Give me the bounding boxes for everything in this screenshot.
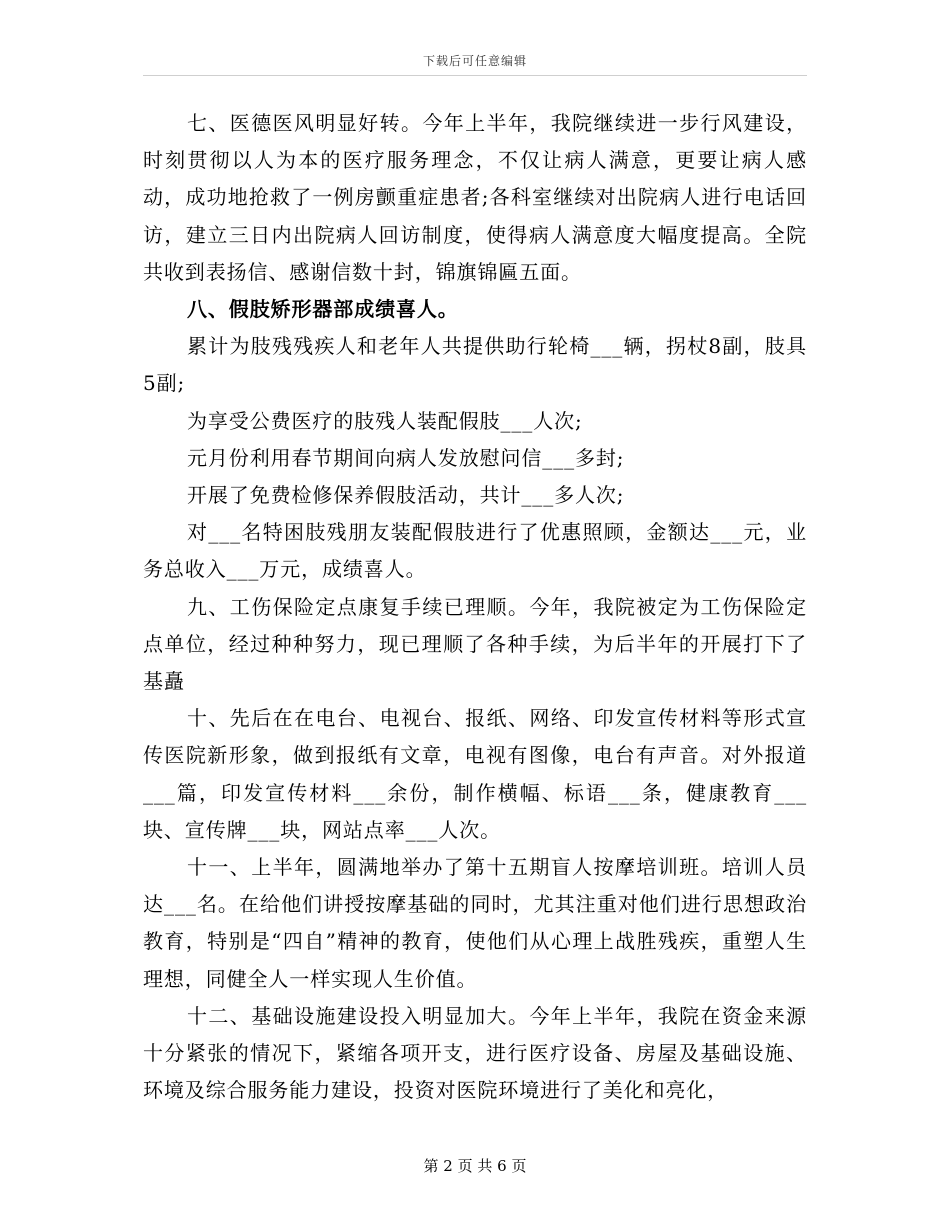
paragraph-publicity: 十、先后在在电台、电视台、报纸、网络、印发宣传材料等形式宣传医院新形象，做到报纸有文章，电视有图像，电台有声音。对外报道___篇，印发宣传材料___余份，制作横幅、标语___条，健康教育___块、宣传牌___块，网站点率___人次。 — [143, 706, 807, 842]
paragraph-wheelchairs: 累计为肢残残疾人和老年人共提供助行轮椅___辆，拐杖8副，肢具5副; — [143, 334, 807, 396]
document-body — [143, 105, 807, 1109]
paragraph-medical-ethics: 七、医德医风明显好转。今年上半年，我院继续进一步行风建设，时刻贯彻以人为本的医疗服务理念，不仅让病人满意，更要让病人感动，成功地抢救了一例房颤重症患者;各科室继续对出院病人进行电话回访，建立三日内出院病人回访制度，使得病人满意度大幅度提高。全院共收到表扬信、感谢信数十封，锦旗锦匾五面。 — [143, 111, 807, 284]
section-heading-prosthetics: 八、假肢矫形器部成绩喜人。 — [187, 297, 459, 322]
paragraph-preferential-care: 对___名特困肢残朋友装配假肢进行了优惠照顾，金额达___元，业务总收入___万元，成绩喜人。 — [143, 520, 807, 582]
paragraph-work-injury-insurance: 九、工伤保险定点康复手续已理顺。今年，我院被定为工伤保险定点单位，经过种种努力，现已理顺了各种手续，为后半年的开展打下了基矗 — [143, 594, 807, 694]
header-divider — [143, 75, 807, 76]
paragraph-prosthetic-fitting: 为享受公费医疗的肢残人装配假肢___人次; — [187, 408, 583, 433]
paragraph-condolence-letters: 元月份利用春节期间向病人发放慰问信___多封; — [187, 445, 625, 470]
paragraph-free-maintenance: 开展了免费检修保养假肢活动，共计___多人次; — [187, 483, 625, 508]
paragraph-massage-training: 十一、上半年，圆满地举办了第十五期盲人按摩培训班。培训人员达___名。在给他们讲授按摩基础的同时，尤其注重对他们进行思想政治教育，特别是“四自”精神的教育，使他们从心理上战胜残疾，重塑人生理想，同健全人一样实现人生价值。 — [143, 855, 807, 991]
paragraph-infrastructure: 十二、基础设施建设投入明显加大。今年上半年，我院在资金来源十分紧张的情况下，紧缩各项开支，进行医疗设备、房屋及基础设施、环境及综合服务能力建设，投资对医院环境进行了美化和亮化， — [143, 1003, 807, 1103]
page-header: 下载后可任意编辑 — [422, 54, 527, 68]
page-number-footer: 第 2 页 共 6 页 — [423, 1157, 527, 1175]
